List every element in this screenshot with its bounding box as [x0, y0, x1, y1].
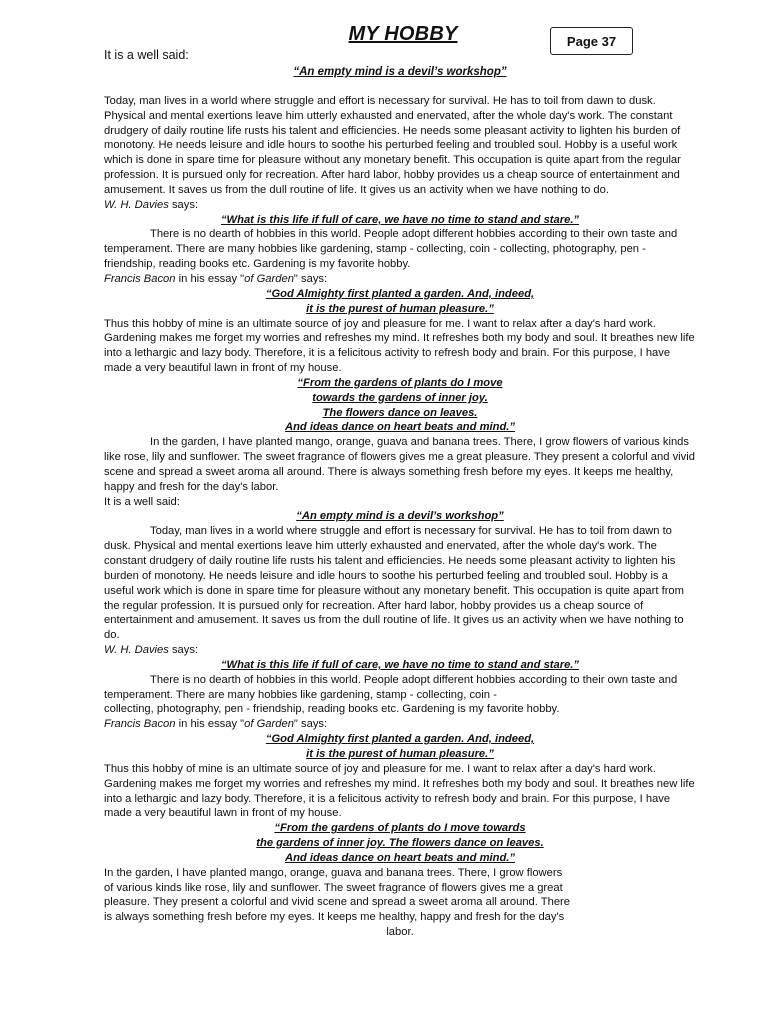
intro-line-repeat: It is a well said:	[104, 495, 180, 508]
paragraph	[104, 673, 696, 718]
attribution-line	[104, 717, 696, 732]
quote-davies: “What is this life if full of care, we have no time to stand and stare.”	[220, 658, 580, 671]
author-name: W. H. Davies	[104, 644, 169, 657]
page-title: MY HOBBY	[348, 23, 458, 45]
paragraph: Today, man lives in a world where struggle and effort is necessary for survival. He has to toil from dawn to dusk. Physical and mental exertions leave him utterly exhausted and enervated, after the whole day's work. The constant drudgery of daily routine life rusts his talent and efficiencies. He needs some pleasant activity to lighten his burden of monotony. He needs leisure and idle hours to soothe his perturbed feeling and troubled soul. Hobby is a useful work which is done in spare time for pleasure without any monetary benefit. This occupation is quite apart from the regular profession. It is pursued only for recreation. After hard labor, hobby provides us a cheap source of entertainment and amusement. It saves us from the dull routine of life. It gives us an activity when we have nothing to do.	[104, 525, 684, 642]
essay-body	[104, 60, 696, 940]
essay-name: of Garden	[244, 718, 294, 731]
poem-line: the gardens of inner joy. The flowers dance on leaves.	[256, 837, 544, 850]
attribution-text: says:	[168, 198, 199, 211]
quote-bacon-line: it is the purest of human pleasure.”	[306, 747, 494, 760]
paragraph-line: of various kinds like rose, lily and sunflower. The sweet fragrance of flowers gives me a great	[104, 881, 563, 894]
page-number-box: Page 37	[550, 27, 633, 55]
quote-devil: “An empty mind is a devil’s workshop”	[296, 510, 504, 523]
poem-line: “From the gardens of plants do I move towards	[274, 822, 526, 835]
quote-devil: “An empty mind is a devil’s workshop”	[293, 66, 507, 78]
quote-bacon-line: “God Almighty first planted a garden. And, indeed,	[265, 287, 535, 300]
paragraph-line: labor.	[386, 926, 414, 939]
attribution-line	[104, 643, 696, 658]
author-name: Francis Bacon	[104, 718, 176, 731]
paragraph-line: There is no dearth of hobbies in this world. People adopt different hobbies according to their own taste and temperament. There are many hobbies like gardening, stamp - collecting, coin -	[104, 673, 678, 701]
quote-bacon-line: “God Almighty first planted a garden. And, indeed,	[265, 733, 535, 746]
paragraph-line: pleasure. They present a colorful and vivid scene and spread a sweet aroma all around. There	[104, 896, 571, 909]
author-name: Francis Bacon	[104, 272, 176, 285]
paragraph-line: is always something fresh before my eyes. It keeps me healthy, happy and fresh for the day's	[104, 911, 565, 924]
quote-bacon-line: it is the purest of human pleasure.”	[306, 302, 494, 315]
poem-line: And ideas dance on heart beats and mind.”	[284, 851, 515, 864]
attribution-text: " says:	[293, 718, 328, 731]
poem-line: towards the gardens of inner joy.	[312, 391, 488, 404]
attribution-text: in his essay "	[175, 718, 245, 731]
attribution-line	[104, 198, 696, 213]
attribution-text: says:	[168, 644, 199, 657]
attribution-text: " says:	[293, 272, 328, 285]
attribution-text: in his essay "	[175, 272, 245, 285]
attribution-line	[104, 272, 696, 287]
poem-line: “From the gardens of plants do I move	[297, 376, 503, 389]
paragraph: Thus this hobby of mine is an ultimate source of joy and pleasure for me. I want to relax after a day's hard work. Gardening makes me forget my worries and refreshes my mind. It refreshes both my body and soul. It breathes new life into a lethargic and lazy body. Therefore, it is a felicitous activity to refresh body and brain. For this purpose, I have made a very beautiful lawn in front of my house.	[104, 762, 695, 820]
poem-line: The flowers dance on leaves.	[322, 406, 478, 419]
paragraph-line: collecting, photography, pen - friendship, reading books etc. Gardening is my favorite hobby.	[104, 703, 560, 716]
quote-davies: “What is this life if full of care, we have no time to stand and stare.”	[220, 213, 580, 226]
intro-line: It is a well said:	[104, 48, 189, 62]
poem-line: And ideas dance on heart beats and mind.”	[284, 421, 515, 434]
paragraph: Today, man lives in a world where struggle and effort is necessary for survival. He has to toil from dawn to dusk. Physical and mental exertions leave him utterly exhausted and enervated, after the whole day's work. The constant drudgery of daily routine life rusts his talent and efficiencies. He needs some pleasant activity to lighten his burden of monotony. He needs leisure and idle hours to soothe his perturbed feeling and troubled soul. Hobby is a useful work which is done in spare time for pleasure without any monetary benefit. This occupation is quite apart from the regular profession. It is pursued only for recreation. After hard labor, hobby provides us a cheap source of entertainment and amusement. It saves us from the dull routine of life. It gives us an activity when we have nothing to do.	[104, 94, 681, 196]
paragraph-line: In the garden, I have planted mango, orange, guava and banana trees. There, I grow flowers	[104, 866, 563, 879]
essay-name: of Garden	[244, 272, 294, 285]
paragraph: In the garden, I have planted mango, orange, guava and banana trees. There, I grow flowers of various kinds like rose, lily and sunflower. The sweet fragrance of flowers gives me a great pleasure. They present a colorful and vivid scene and spread a sweet aroma all around. There is always something fresh before my eyes. It keeps me healthy, happy and fresh for the day's labor.	[104, 436, 695, 493]
author-name: W. H. Davies	[104, 198, 169, 211]
paragraph: There is no dearth of hobbies in this world. People adopt different hobbies according to their own taste and temperament. There are many hobbies like gardening, stamp - collecting, coin - collecting, photography, pen - friendship, reading books etc. Gardening is my favorite hobby.	[104, 228, 678, 271]
paragraph: Thus this hobby of mine is an ultimate source of joy and pleasure for me. I want to relax after a day's hard work. Gardening makes me forget my worries and refreshes my mind. It refreshes both my body and soul. It breathes new life into a lethargic and lazy body. Therefore, it is a felicitous activity to refresh body and brain. For this purpose, I have made a very beautiful lawn in front of my house.	[104, 317, 695, 375]
